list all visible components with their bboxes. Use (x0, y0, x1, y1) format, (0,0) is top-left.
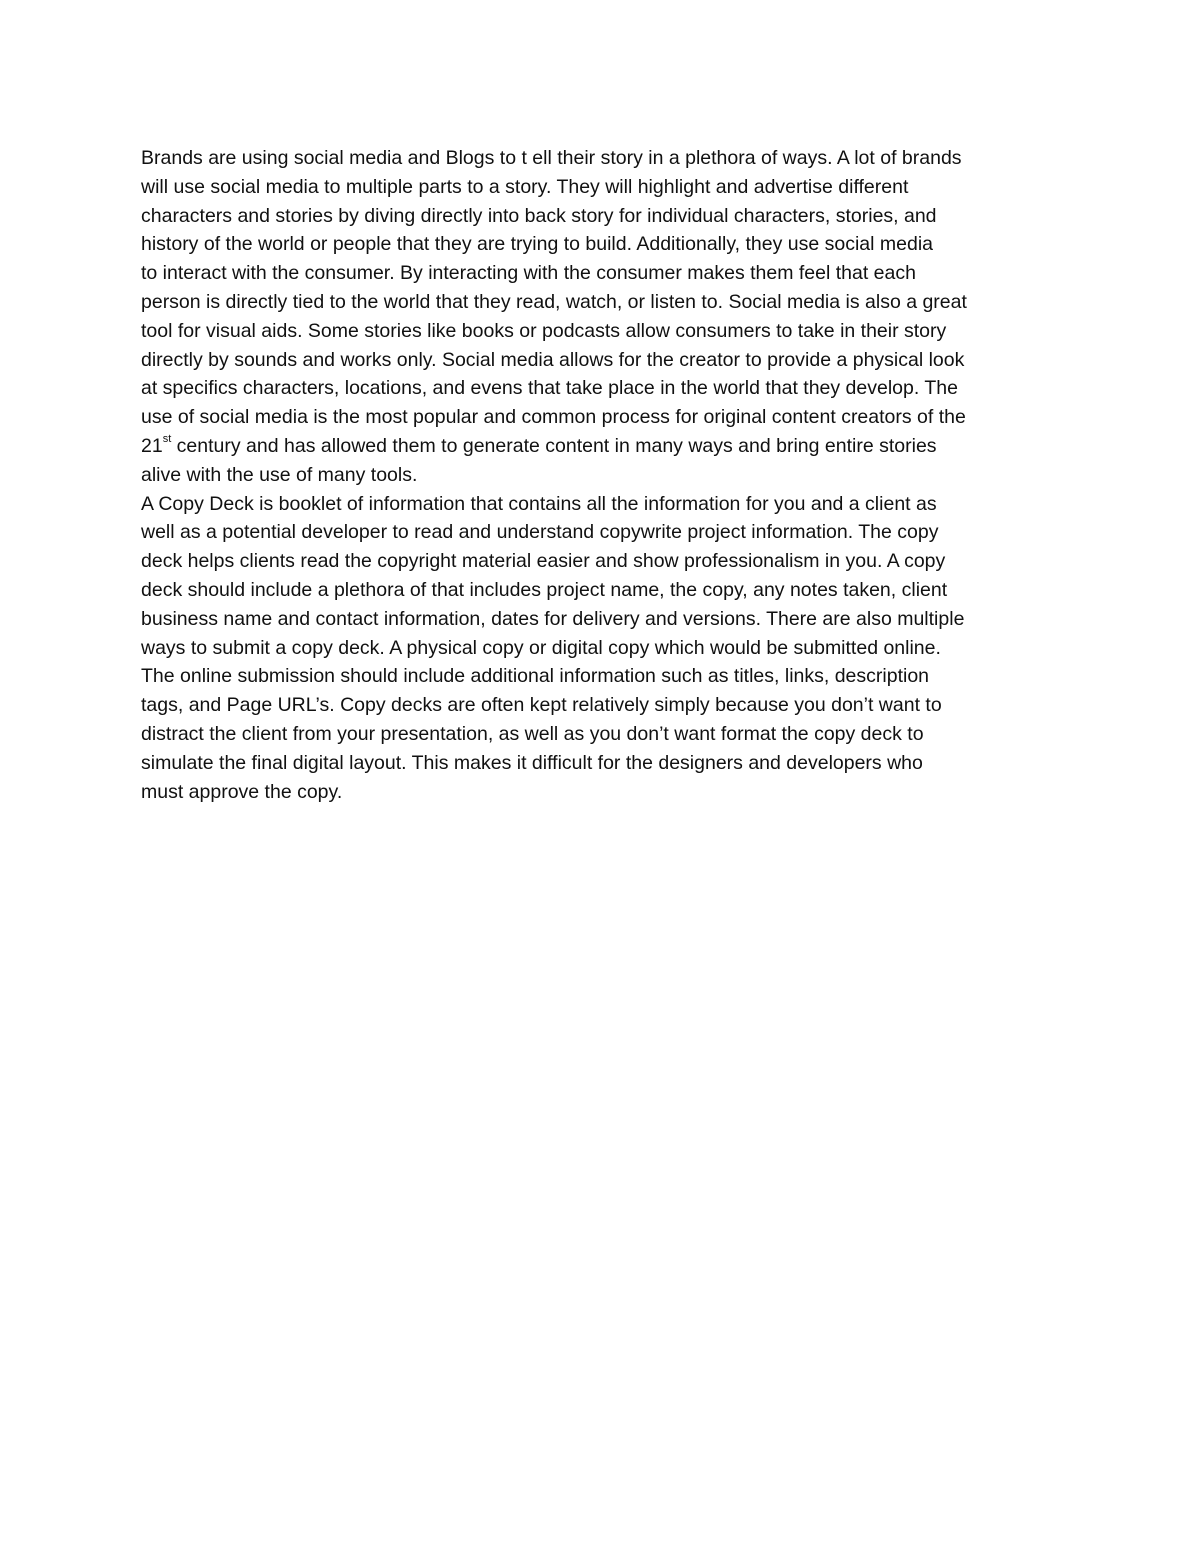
text-line: will use social media to multiple parts to a story. They will highlight and advertise different (141, 175, 909, 198)
paragraph-social-media (141, 144, 1066, 490)
text-line: deck helps clients read the copyright material easier and show professionalism in you. A copy (141, 550, 946, 573)
text-line: tags, and Page URL’s. Copy decks are often kept relatively simply because you don’t want to (141, 694, 942, 717)
text-line: A Copy Deck is booklet of information that contains all the information for you and a client as (141, 492, 937, 515)
text-line: simulate the final digital layout. This makes it difficult for the designers and developers who (141, 751, 923, 774)
text-line: business name and contact information, dates for delivery and versions. There are also multiple (141, 607, 965, 630)
text-line: person is directly tied to the world that they read, watch, or listen to. Social media is also a great (141, 290, 967, 313)
text-line: directly by sounds and works only. Social media allows for the creator to provide a physical look (141, 348, 965, 371)
text-line-with-superscript (141, 432, 1066, 461)
text-line: must approve the copy. (141, 780, 343, 803)
text-line: ways to submit a copy deck. A physical copy or digital copy which would be submitted online. (141, 636, 941, 659)
text-line: Brands are using social media and Blogs to t ell their story in a plethora of ways. A lot of brands (141, 147, 962, 169)
text-line: distract the client from your presentation, as well as you don’t want format the copy deck to (141, 722, 924, 745)
document-body (141, 144, 1066, 806)
text-line: well as a potential developer to read and understand copywrite project information. The copy (141, 521, 939, 544)
text-line: characters and stories by diving directly into back story for individual characters, stories, and (141, 204, 937, 227)
text-number: 21 (141, 434, 163, 457)
text-line: use of social media is the most popular and common process for original content creators of the (141, 406, 966, 429)
text-run: century and has allowed them to generate content in many ways and bring entire stories (171, 434, 937, 457)
text-line: deck should include a plethora of that includes project name, the copy, any notes taken, client (141, 578, 948, 601)
paragraph-copy-deck (141, 490, 1066, 807)
superscript-suffix: st (162, 433, 172, 446)
text-line: at specifics characters, locations, and evens that take place in the world that they develop. The (141, 377, 958, 400)
text-line: to interact with the consumer. By interacting with the consumer makes them feel that each (141, 262, 916, 285)
text-line: alive with the use of many tools. (141, 463, 418, 486)
text-line: tool for visual aids. Some stories like books or podcasts allow consumers to take in their story (141, 319, 947, 342)
text-line: The online submission should include additional information such as titles, links, description (141, 665, 930, 688)
text-line: history of the world or people that they are trying to build. Additionally, they use social media (141, 233, 933, 256)
